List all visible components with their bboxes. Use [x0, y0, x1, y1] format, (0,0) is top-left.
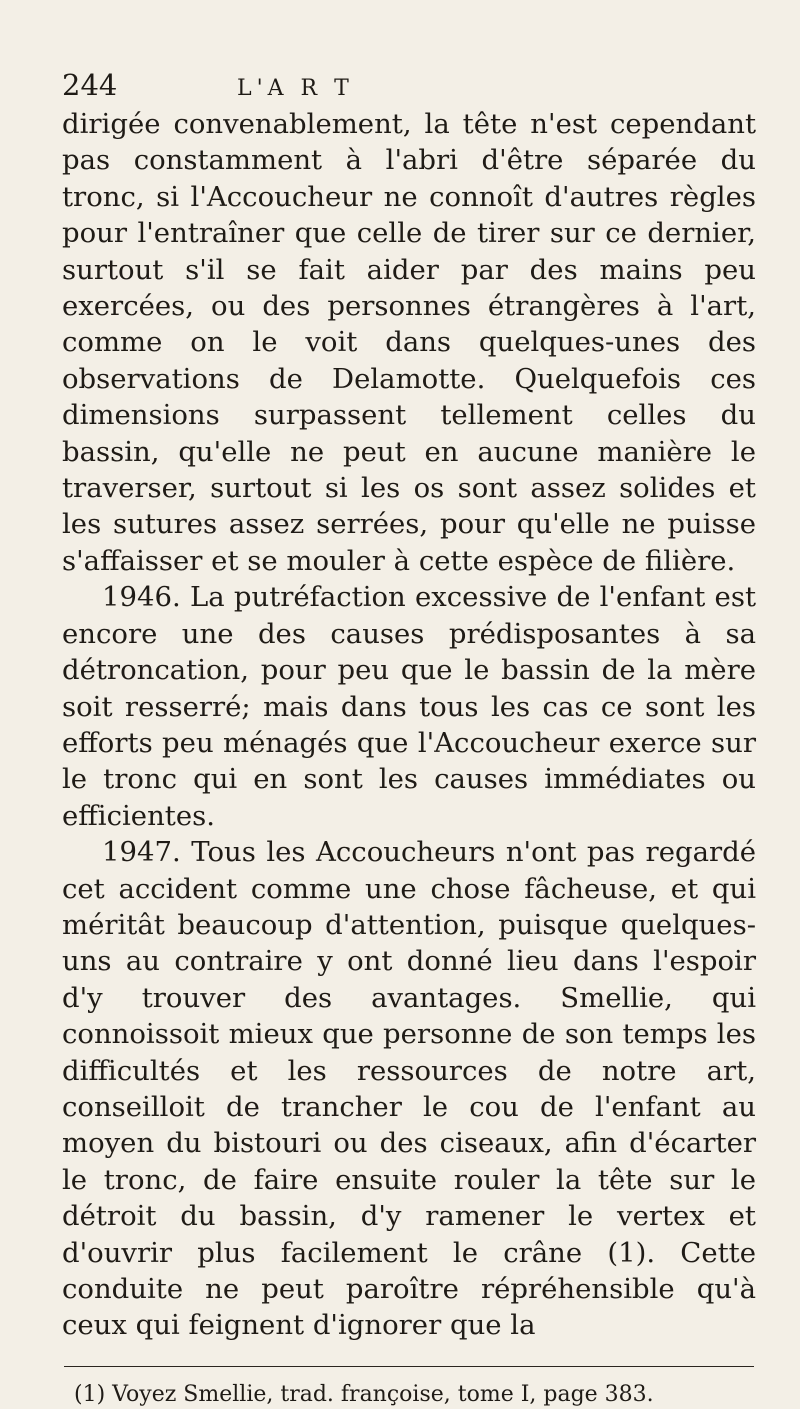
paragraph-number: 1946.	[102, 581, 181, 614]
page-number: 244	[62, 68, 118, 102]
paragraph-1946	[62, 579, 756, 834]
paragraph-number: 1947.	[102, 836, 181, 869]
body-text	[62, 106, 756, 1344]
paragraph-text: La putréfaction excessive de l'enfant est encore une des causes prédisposantes à sa détroncation, pour peu que le bassin de la mère soit resserré; mais dans tous les cas ce sont les efforts peu ménagés que l'Accoucheur exerce sur le tronc qui en sont les causes immédiates ou efficientes.	[62, 581, 756, 832]
paragraph-text: Tous les Accoucheurs n'ont pas regardé cet accident comme une chose fâcheuse, et qui méritât beaucoup d'attention, puisque quelques-uns au contraire y ont donné lieu dans l'espoir d'y trouver des avantages. Smellie, qui connoissoit mieux que personne de son temps les difficultés et les ressources de notre art, conseilloit de trancher le cou de l'enfant au moyen du bistouri ou des ciseaux, afin d'écarter le tronc, de faire ensuite rouler la tête sur le détroit du bassin, d'y ramener le vertex et d'ouvrir plus facilement le crâne (1). Cette conduite ne peut paroître répréhensible qu'à ceux qui feignent d'ignorer que la	[62, 836, 756, 1342]
footnote: (1) Voyez Smellie, trad. françoise, tome I, page 383.	[74, 1381, 654, 1407]
footnote-rule	[64, 1366, 754, 1367]
paragraph-text: dirigée convenablement, la tête n'est cependant pas constamment à l'abri d'être séparée du tronc, si l'Accoucheur ne connoît d'autres règles pour l'entraîner que celle de tirer sur ce dernier, surtout s'il se fait aider par des mains peu exercées, ou des personnes étrangères à l'art, comme on le voit dans quelques-unes des observations de Delamotte. Quelquefois ces dimensions surpassent tellement celles du bassin, qu'elle ne peut en aucune manière le traverser, surtout si les os sont assez solides et les sutures assez serrées, pour qu'elle ne puisse s'affaisser et se mouler à cette espèce de filière.	[62, 108, 756, 577]
running-head	[62, 68, 756, 104]
paragraph-continuation	[62, 106, 756, 579]
paragraph-1947	[62, 834, 756, 1344]
running-title: L'A R T	[237, 76, 354, 101]
